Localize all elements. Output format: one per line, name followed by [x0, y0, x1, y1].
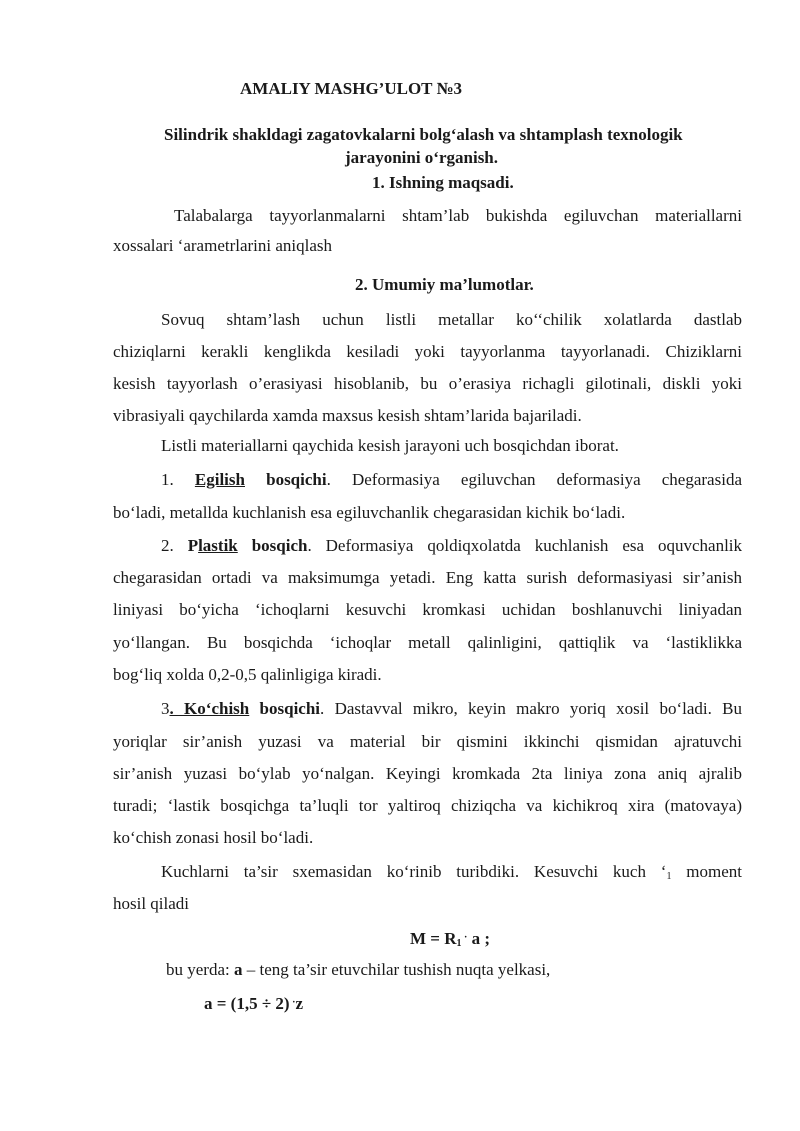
stage1-number: 1.	[161, 470, 195, 489]
paragraph3-line1	[161, 861, 742, 883]
stage1-rest: . Deformasiya egiluvchan deformasiya chegarasida	[326, 470, 742, 489]
stage3-line1	[161, 698, 742, 720]
stage2-number: 2.	[161, 536, 188, 555]
stage3-line5: ko‘chish zonasi hosil bo‘ladi.	[113, 828, 314, 847]
paragraph3-line2: hosil qiladi	[113, 894, 190, 913]
stage3-line4: turadi; ‘lastik bosqichga ta’luqli tor yaltiroq chiziqcha va kichikroq xira (matovaya)	[113, 796, 742, 815]
stage2-line3: liniyasi bo‘yicha ‘ichoqlarni kesuvchi kromkasi uchidan boshlanuvchi liniyadan	[113, 600, 742, 619]
stage3-term: . Ko‘chish	[169, 699, 250, 718]
stage2-line5: bog‘liq xolda 0,2-0,5 qalinligiga kiradi.	[113, 665, 382, 684]
section1-heading: 1. Ishning maqsadi.	[372, 173, 514, 192]
subtitle-line-2: jarayonini o‘rganish.	[345, 148, 499, 167]
formula-a	[204, 992, 303, 1015]
paragraph3-end: moment	[671, 862, 742, 881]
section2-heading: 2. Umumiy ma’lumotlar.	[355, 275, 534, 294]
stage3-line3: sir’anish yuzasi bo‘ylab yo‘nalgan. Keyingi kromkada 2ta liniya zona aniq ajralib	[113, 764, 742, 783]
subtitle-line-1: Silindrik shakldagi zagatovkalarni bolg‘alash va shtamplash texnologik	[164, 125, 683, 144]
stage3-line2: yoriqlar sir’anish yuzasi va material bir qismini ikkinchi qismidan ajratuvchi	[113, 732, 742, 751]
where-line	[166, 959, 550, 981]
paragraph1-line2: chiziqlarni kerakli kenglikda kesiladi yoki tayyorlanma tayyorlanadi. Chiziklarni	[113, 342, 742, 361]
paragraph2: Listli materiallarni qaychida kesish jarayoni uch bosqichdan iborat.	[161, 436, 619, 455]
stage1-word: bosqichi	[244, 470, 327, 489]
formula-a-dot: ·	[289, 997, 296, 1008]
formula-a-end: z	[295, 994, 303, 1013]
stage2-line1	[161, 535, 742, 557]
stage2-line4: yo‘llangan. Bu bosqichda ‘ichoqlar metall qalinligini, qattiqlik va ‘lastiklikka	[113, 633, 742, 652]
stage3-rest: . Dastavval mikro, keyin makro yoriq xosil bo‘ladi. Bu	[320, 699, 742, 718]
where-variable: a	[233, 960, 243, 979]
formula-moment	[410, 927, 490, 955]
stage1-line2: bo‘ladi, metallda kuchlanish esa egiluvchanlik chegarasidan kichik bo‘ladi.	[113, 503, 626, 522]
formula-moment-lhs: M = R	[410, 929, 457, 948]
stage2-rest: . Deformasiya qoldiqxolatda kuchlanish esa oquvchanlik	[307, 536, 742, 555]
section1-text-line1: Talabalarga tayyorlanmalarni shtam’lab bukishda egiluvchan materiallarni	[174, 206, 742, 225]
paragraph1-line1: Sovuq shtam’lash uchun listli metallar ko‘‘chilik xolatlarda dastlab	[161, 310, 742, 329]
stage2-term-rest: lastik	[198, 536, 238, 555]
paragraph1-line4: vibrasiyali qaychilarda xamda maxsus kesish shtam’larida bajariladi.	[113, 406, 582, 425]
formula-moment-sub: 1	[456, 938, 462, 949]
page-title: AMALIY MASHG’ULOT №3	[240, 79, 463, 98]
formula-a-main: a = (1,5 ÷ 2)	[204, 994, 290, 1013]
stage2-term-first: P	[187, 536, 199, 555]
paragraph3-main: Kuchlarni ta’sir sxemasidan ko‘rinib turibdiki. Kesuvchi kuch ‘	[161, 862, 667, 881]
stage3-word: bosqichi	[249, 699, 321, 718]
stage2-word: bosqich	[237, 536, 308, 555]
stage1-line1	[161, 469, 742, 491]
stage3-number: 3	[161, 699, 170, 718]
stage2-line2: chegarasidan ortadi va maksimumga yetadi. Eng katta surish deformasiyasi sir’anish	[113, 568, 742, 587]
where-rest: – teng ta’sir etuvchilar tushish nuqta yelkasi,	[242, 960, 551, 979]
paragraph1-line3: kesish tayyorlash o’erasiyasi hisoblanib, bu o’erasiya richagli gilotinali, diskli yoki	[113, 374, 742, 393]
formula-moment-rhs: a ;	[467, 929, 491, 948]
paragraph3-subscript: 1	[666, 871, 672, 882]
section1-text-line2: xossalari ‘arametrlarini aniqlash	[113, 236, 333, 255]
stage1-term: Egilish	[194, 470, 245, 489]
formula-moment-dot: ·	[461, 932, 468, 943]
where-prefix: bu yerda:	[166, 960, 234, 979]
